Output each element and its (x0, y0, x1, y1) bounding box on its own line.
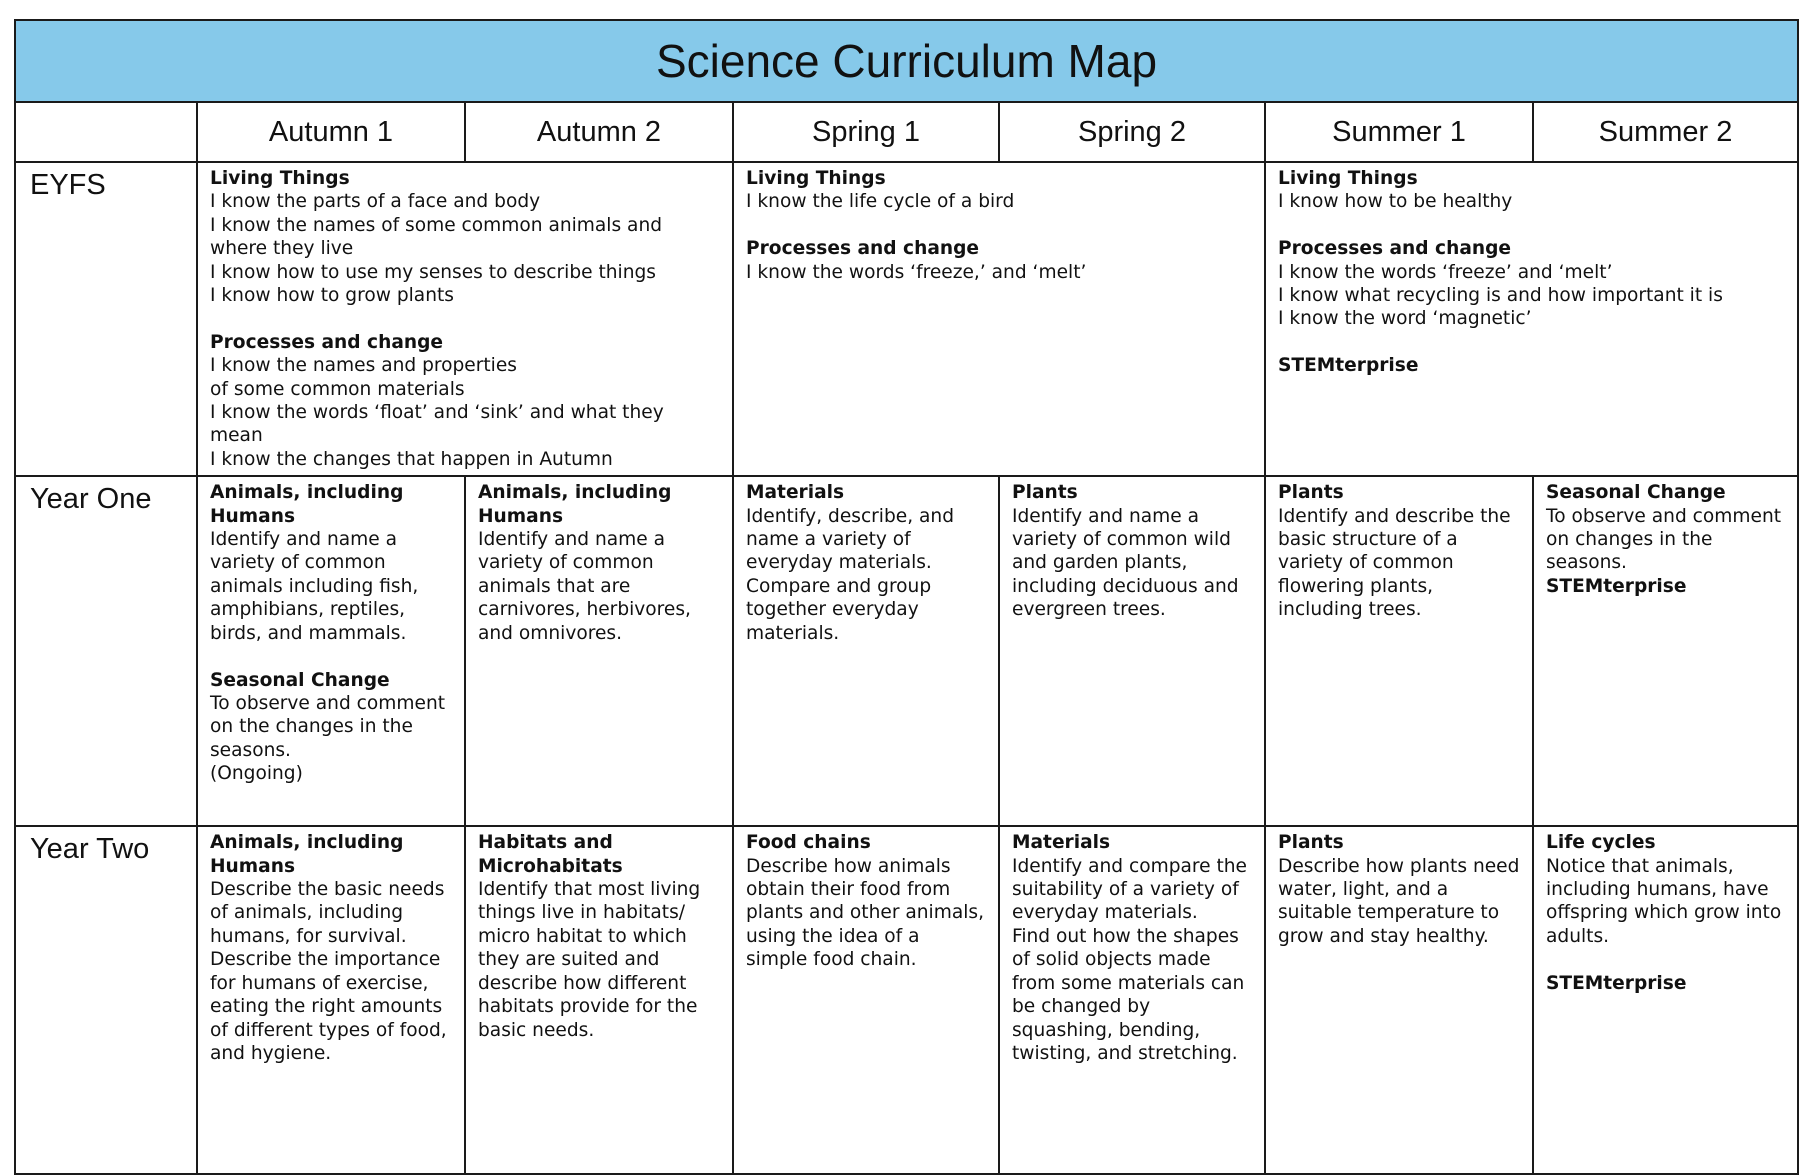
row-eyfs (15, 162, 1798, 476)
year-two-spring-1-cell (733, 826, 999, 1174)
objective: I know how to use my senses to describe things (210, 261, 656, 283)
eyfs-autumn-processes (210, 331, 720, 471)
eyfs-autumn-living-things (210, 167, 720, 307)
topic-heading: Seasonal Change (1546, 482, 1726, 504)
objective: I know how to be healthy (1278, 191, 1513, 213)
year-one-autumn-2-cell (465, 476, 733, 826)
corner-cell (15, 102, 197, 162)
curriculum-map-table (14, 19, 1799, 1175)
stemterprise-label: STEMterprise (1278, 355, 1419, 377)
objective: of some common materials (210, 378, 465, 400)
eyfs-spring-living-things (746, 167, 1252, 214)
objective: Describe how plants need water, light, and a suitable temperature to grow and stay healthy. (1278, 855, 1520, 947)
year-one-spring-2-cell (999, 476, 1265, 826)
objective: Identify and compare the suitability of a variety of everyday materials. (1012, 855, 1248, 924)
objective: Describe the basic needs of animals, including humans, for survival. (210, 879, 445, 947)
objective: Identify that most living things live in habitats/ micro habitat to which they are suited and describe how different habitats provide for the basic needs. (478, 879, 701, 1041)
topic-heading: Plants (1278, 832, 1344, 854)
page-title: Science Curriculum Map (15, 20, 1798, 102)
objective: I know the parts of a face and body (210, 191, 541, 213)
topic-heading: Seasonal Change (210, 669, 390, 691)
term-header-autumn-2: Autumn 2 (465, 102, 733, 162)
objective: I know the words ‘freeze’ and ‘melt’ (1278, 261, 1613, 283)
topic-heading: Plants (1278, 482, 1344, 504)
objective: I know the word ‘magnetic’ (1278, 308, 1532, 330)
year-one-summer-2-cell (1533, 476, 1798, 826)
topic-heading: Processes and change (210, 331, 444, 353)
objective: I know how to grow plants (210, 285, 454, 307)
topic-heading: Animals, including Humans (210, 482, 404, 527)
term-header-spring-2: Spring 2 (999, 102, 1265, 162)
year-two-summer-2-cell (1533, 826, 1798, 1174)
topic-heading: Processes and change (1278, 238, 1512, 260)
objective: Identify and name a variety of common wild and garden plants, including deciduous and evergreen trees. (1012, 505, 1239, 621)
topic-heading: Living Things (746, 168, 886, 189)
objective: I know the life cycle of a bird (746, 191, 1015, 213)
term-header-spring-1: Spring 1 (733, 102, 999, 162)
term-header-autumn-1: Autumn 1 (197, 102, 465, 162)
eyfs-summer-stem (1278, 354, 1785, 377)
eyfs-summer-processes (1278, 237, 1785, 331)
term-header-summer-2: Summer 2 (1533, 102, 1798, 162)
objective: Find out how the shapes of solid objects made from some materials can be changed by squashing, bending, twisting, and stretching. (1012, 925, 1245, 1064)
stemterprise-label: STEMterprise (1546, 972, 1687, 994)
eyfs-autumn-cell (197, 162, 733, 476)
objective: Describe how animals obtain their food from plants and other animals, using the idea of a simple food chain. (746, 855, 984, 971)
objective: Identify and name a variety of common animals that are carnivores, herbivores, and omnivores. (478, 529, 691, 644)
objective: I know the names and properties (210, 355, 517, 377)
objective: Compare and group together everyday materials. (746, 575, 932, 644)
row-year-one (15, 476, 1798, 826)
row-label-year-two: Year Two (15, 826, 197, 1174)
topic-heading: Animals, including Humans (478, 482, 672, 527)
year-two-summer-1-cell (1265, 826, 1533, 1174)
topic-heading: Materials (1012, 832, 1111, 854)
eyfs-summer-living-things (1278, 167, 1785, 214)
row-label-eyfs: EYFS (15, 162, 197, 476)
objective: Identify and describe the basic structure of a variety of common flowering plants, including trees. (1278, 505, 1511, 621)
objective: To observe and comment on the changes in the seasons. (210, 692, 446, 761)
objective-note: (Ongoing) (210, 763, 303, 785)
term-header-summer-1: Summer 1 (1265, 102, 1533, 162)
objective: Notice that animals, including humans, have offspring which grow into adults. (1546, 855, 1782, 947)
objective: Identify and name a variety of common animals including fish, amphibians, reptiles, birds, and mammals. (210, 529, 419, 644)
topic-heading: Plants (1012, 482, 1078, 504)
eyfs-spring-cell (733, 162, 1265, 476)
objective: I know the changes that happen in Autumn (210, 448, 613, 470)
topic-heading: Living Things (1278, 168, 1418, 189)
eyfs-spring-processes (746, 237, 1252, 284)
objective: Describe the importance for humans of exercise, eating the right amounts of different types of food, and hygiene. (210, 949, 447, 1064)
topic-heading: Life cycles (1546, 832, 1656, 854)
topic-heading: Processes and change (746, 238, 980, 260)
topic-heading: Living Things (210, 168, 350, 189)
topic-heading: Animals, including Humans (210, 832, 404, 877)
year-one-summer-1-cell (1265, 476, 1533, 826)
topic-heading: Food chains (746, 832, 871, 854)
objective: Identify, describe, and name a variety of everyday materials. (746, 505, 955, 574)
year-one-spring-1-cell (733, 476, 999, 826)
objective: I know what recycling is and how important it is (1278, 285, 1723, 307)
eyfs-summer-cell (1265, 162, 1798, 476)
topic-heading: Materials (746, 482, 845, 504)
objective: To observe and comment on changes in the seasons. (1546, 505, 1782, 574)
objective: I know the words ‘freeze,’ and ‘melt’ (746, 261, 1087, 283)
year-one-autumn-1-cell (197, 476, 465, 826)
year-two-autumn-2-cell (465, 826, 733, 1174)
year-two-spring-2-cell (999, 826, 1265, 1174)
objective: I know the words ‘float’ and ‘sink’ and what they mean (210, 402, 664, 447)
year-two-autumn-1-cell (197, 826, 465, 1174)
row-label-year-one: Year One (15, 476, 197, 826)
stemterprise-label: STEMterprise (1546, 575, 1687, 597)
topic-heading: Habitats and Microhabitats (478, 832, 623, 877)
objective: I know the names of some common animals and where they live (210, 214, 663, 260)
row-year-two (15, 826, 1798, 1174)
